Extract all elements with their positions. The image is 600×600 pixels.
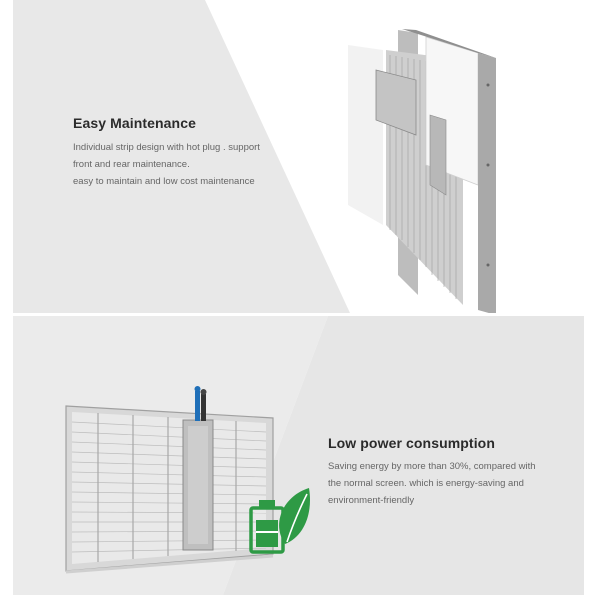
section-title: Easy Maintenance: [73, 115, 196, 131]
section-title: Low power consumption: [328, 435, 495, 451]
section-description: [73, 139, 260, 190]
easy-maintenance-section: [13, 0, 584, 313]
eco-battery-leaf-icon: [243, 484, 313, 559]
description-line: front and rear maintenance.: [73, 159, 190, 170]
section-description: [328, 458, 536, 509]
description-line: the normal screen. which is energy-saving and: [328, 478, 524, 489]
led-cabinet-image: [338, 25, 518, 313]
description-line: Saving energy by more than 30%, compared with: [328, 461, 536, 472]
description-line: Individual strip design with hot plug . support: [73, 142, 260, 153]
description-line: easy to maintain and low cost maintenance: [73, 176, 255, 187]
description-line: environment-friendly: [328, 495, 415, 506]
low-power-section: [13, 316, 584, 595]
